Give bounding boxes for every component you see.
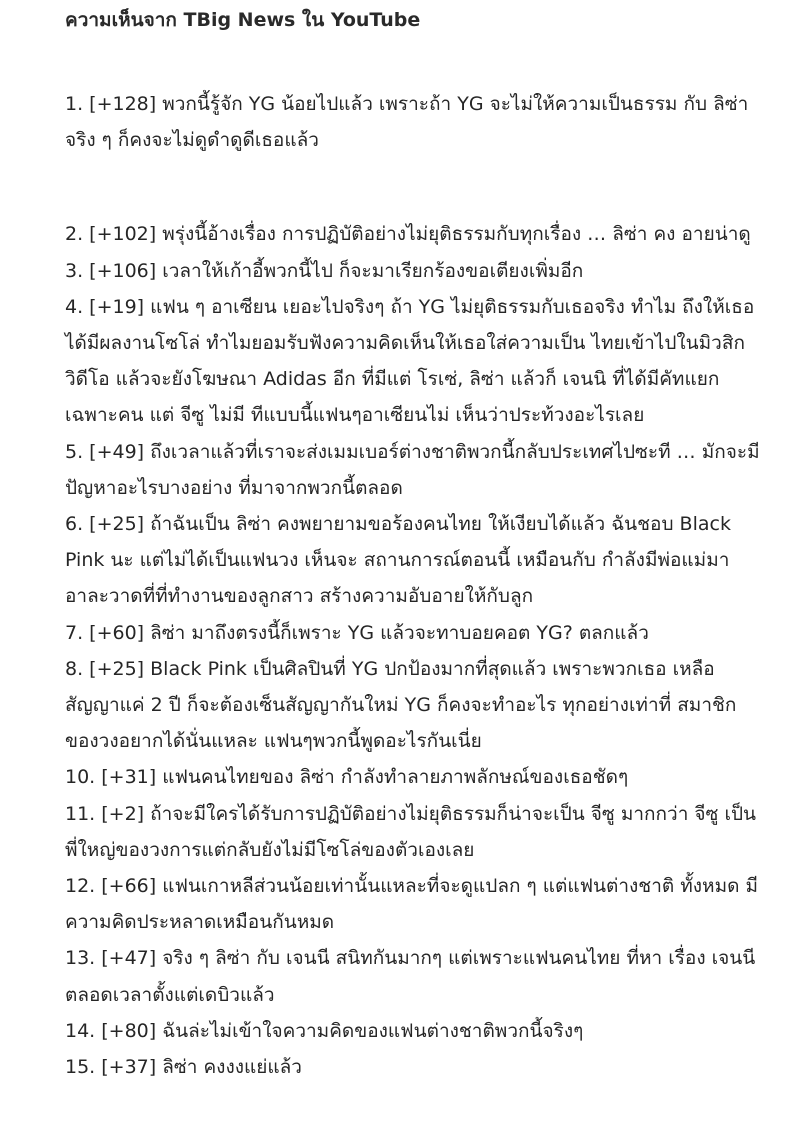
comment-12: 12. [+66] แฟนเกาหลีส่วนน้อยเท่านั้นแหละที่จะดูแปลก ๆ แต่แฟนต่างชาติ ทั้งหมด มีความคิดประหลาดเหมือนกันหมด xyxy=(65,875,758,934)
comment-8: 8. [+25] Black Pink เป็นศิลปินที่ YG ปกป้องมากที่สุดแล้ว เพราะพวกเธอ เหลือสัญญาแค่ 2 ปี ก็จะต้องเซ็นสัญญากันใหม่ YG ก็คงจะทำอะไร ทุกอย่างเท่าที่ สมาชิกของวงอยากได้นั่นแหละ แฟนๆพวกนี้พูดอะไรกันเนี่ย xyxy=(65,657,737,753)
comment-3: 3. [+106] เวลาให้เก้าอี้พวกนี้ไป ก็จะมาเรียกร้องขอเตียงเพิ่มอีก xyxy=(65,259,584,282)
comment-15: 15. [+37] ลิซ่า คงงงแย่แล้ว xyxy=(65,1056,302,1079)
comment-4: 4. [+19] แฟน ๆ อาเซียน เยอะไปจริงๆ ถ้า YG ไม่ยุติธรรมกับเธอจริง ทำไม ถึงให้เธอได้มีผลงานโซโล่ ทำไมยอมรับฟังความคิดเห็นให้เธอใส่ความเป็น ไทยเข้าไปในมิวสิกวิดีโอ แล้วจะยังโฆษณา Adidas อีก ที่มีแต่ โรเซ่, ลิซ่า แล้วก็ เจนนิ ที่ได้มีคัทแยกเฉพาะคน แต่ จีซู ไม่มี ทีแบบนี้แฟนๆอาเซียนไม่ เห็นว่าประท้วงอะไรเลย xyxy=(65,295,755,427)
comment-14: 14. [+80] ฉันล่ะไม่เข้าใจความคิดของแฟนต่างชาติพวกนี้จริงๆ xyxy=(65,1019,584,1042)
comment-7: 7. [+60] ลิซ่า มาถึงตรงนี้ก็เพราะ YG แล้วจะทาบอยคอต YG? ตลกแล้ว xyxy=(65,621,649,644)
page-title: ความเห็นจาก TBig News ใน YouTube xyxy=(65,9,421,31)
comment-list xyxy=(65,86,765,1085)
comment-1: 1. [+128] พวกนี้รู้จัก YG น้อยไปแล้ว เพราะถ้า YG จะไม่ให้ความเป็นธรรม กับ ลิซ่า จริง ๆ ก็คงจะไม่ดูดำดูดีเธอแล้ว xyxy=(65,93,749,152)
comment-5: 5. [+49] ถึงเวลาแล้วที่เราจะส่งเมมเบอร์ต่างชาติพวกนี้กลับประเทศไปซะที … มักจะมีปัญหาอะไรบางอย่าง ที่มาจากพวกนี้ตลอด xyxy=(65,440,760,499)
comment-11: 11. [+2] ถ้าจะมีใครได้รับการปฏิบัติอย่างไม่ยุติธรรมก็น่าจะเป็น จีซู มากกว่า จีซู เป็นพี่ใหญ่ของวงการแต่กลับยังไม่มีโซโล่ของตัวเองเลย xyxy=(65,802,757,861)
comment-6: 6. [+25] ถ้าฉันเป็น ลิซ่า คงพยายามขอร้องคนไทย ให้เงียบได้แล้ว ฉันชอบ Black Pink นะ แต่ไม่ได้เป็นแฟนวง เห็นจะ สถานการณ์ตอนนี้ เหมือนกับ กำลังมีพ่อแม่มาอาละวาดที่ที่ทำงานของลูกสาว สร้างความอับอายให้กับลูก xyxy=(65,513,731,608)
comment-13: 13. [+47] จริง ๆ ลิซ่า กับ เจนนี สนิทกันมากๆ แต่เพราะแฟนคนไทย ที่หา เรื่อง เจนนี ตลอดเวลาตั้งแต่เดบิวแล้ว xyxy=(65,947,756,1006)
comment-2: 2. [+102] พรุ่งนี้อ้างเรื่อง การปฏิบัติอย่างไม่ยุติธรรมกับทุกเรื่อง … ลิซ่า คง อายน่าดู xyxy=(65,223,751,246)
comment-10: 10. [+31] แฟนคนไทยของ ลิซ่า กำลังทำลายภาพลักษณ์ของเธอชัดๆ xyxy=(65,766,629,789)
